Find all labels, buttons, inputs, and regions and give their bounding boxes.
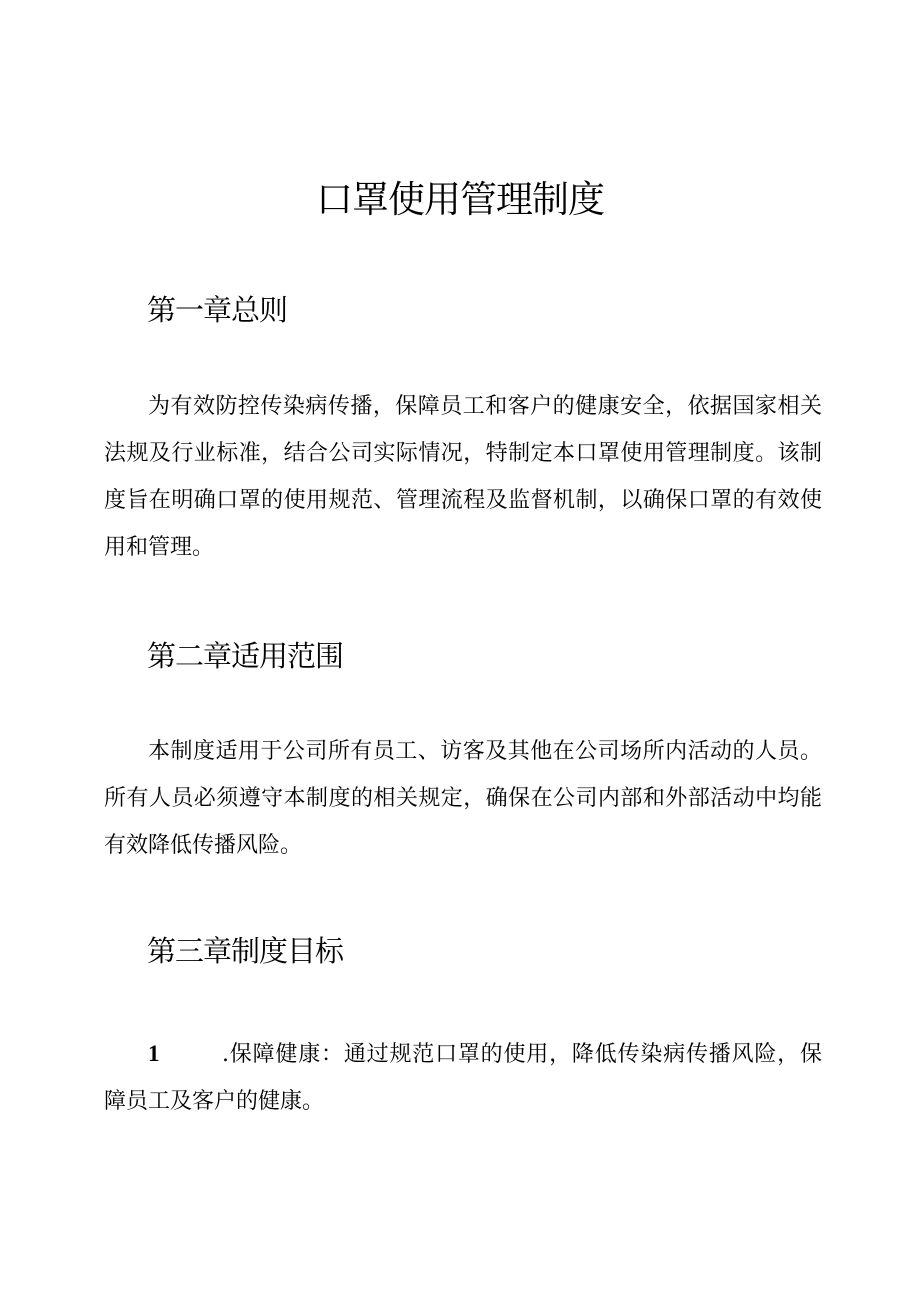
list-item-number: 1 [148,1041,160,1066]
chapter-3-list-item [104,1030,822,1125]
chapter-3-heading: 第三章制度目标 [147,934,344,968]
chapter-1-heading: 第一章总则 [147,293,288,327]
chapter-1-paragraph: 为有效防控传染病传播，保障员工和客户的健康安全，依据国家相关法规及行业标准，结合公司实际情况，特制定本口罩使用管理制度。该制度旨在明确口罩的使用规范、管理流程及监督机制，以确保口罩的有效使用和管理。 [104,394,822,560]
chapter-2-heading: 第二章适用范围 [147,639,344,673]
list-item-text: .保障健康：通过规范口罩的使用，降低传染病传播风险，保障员工及客户的健康。 [104,1042,822,1114]
document-title: 口罩使用管理制度 [316,178,604,221]
chapter-2-paragraph: 本制度适用于公司所有员工、访客及其他在公司场所内活动的人员。所有人员必须遵守本制度的相关规定，确保在公司内部和外部活动中均能有效降低传播风险。 [104,739,822,858]
